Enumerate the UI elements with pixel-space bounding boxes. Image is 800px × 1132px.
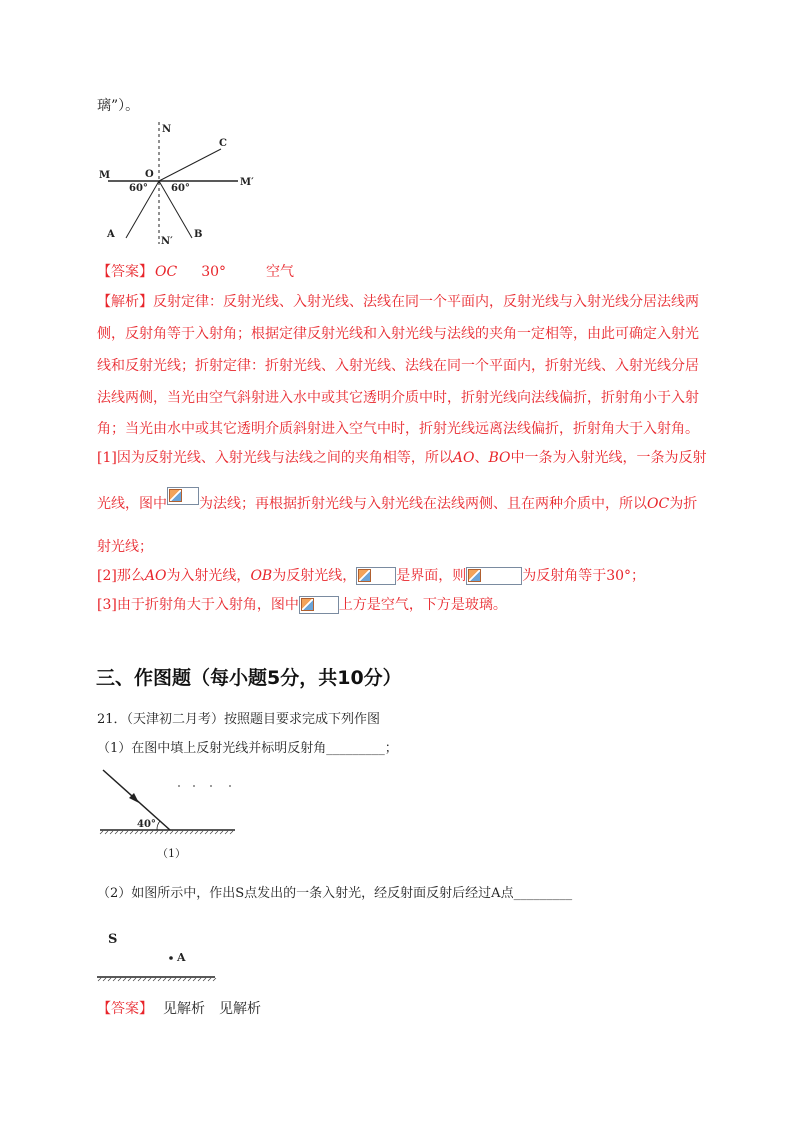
question-stem: 21．（天津初二月考）按照题目要求完成下列作图 — [97, 712, 381, 727]
analysis-line-4: 法线两侧，当光由空气斜射进入水中或其它透明介质中时，折射光线向法线偏折，折射角小于入射 — [97, 390, 699, 406]
broken-image-icon — [299, 596, 339, 614]
analysis-point-1: [1]因为反射光线、入射光线与法线之间的夹角相等，所以AO、BO中一条为入射光线，一条为反射 — [97, 450, 707, 466]
figure-caption-1: （1） — [157, 847, 186, 860]
label-B: B — [194, 229, 203, 240]
answer-tag: 【答案】 — [97, 264, 153, 280]
reflection-figure-1 — [95, 765, 240, 865]
section-heading: 三、作图题（每小题5分，共10分） — [96, 667, 402, 689]
question-part-2: （2）如图所示中，作出S点发出的一条入射光，经反射面反射后经过A点_________ — [97, 886, 573, 901]
analysis-text: 反射定律：反射光线、入射光线、法线在同一个平面内，反射光线与入射光线分居法线两 — [153, 294, 699, 310]
point-S-label: S — [108, 932, 118, 947]
analysis-line-5: 角；当光由水中或其它透明介质斜射进入空气中时，折射光线远离法线偏折，折射角大于入射角。 — [97, 421, 699, 437]
angle-label-40: 40° — [137, 819, 156, 830]
analysis-point-1-cont: 光线，图中 为法线；再根据折射光线与入射光线在法线两侧、且在两种介质中，所以OC为折 — [97, 494, 697, 514]
label-A: A — [107, 229, 115, 240]
broken-image-icon — [466, 567, 522, 585]
label-N: N — [162, 124, 172, 135]
answer-value-2: 30° — [201, 264, 227, 280]
reflection-refraction-diagram — [90, 118, 270, 248]
label-O: O — [145, 169, 154, 180]
broken-image-icon — [356, 567, 396, 585]
broken-image-icon — [167, 487, 199, 505]
angle-arc — [157, 821, 160, 830]
ray-OC — [159, 149, 221, 181]
analysis-point-3: [3]由于折射角大于入射角，图中 上方是空气，下方是玻璃。 — [97, 597, 507, 613]
analysis-line-2: 侧，反射角等于入射角；根据定律反射光线和入射光线与法线的夹角一定相等，由此可确定入射光 — [97, 326, 699, 342]
answer-line-1 — [97, 262, 294, 282]
point-A-dot — [169, 956, 173, 960]
label-angle-left: 60° — [129, 183, 148, 194]
question-part-1: （1）在图中填上反射光线并标明反射角_________； — [97, 741, 398, 756]
analysis-line-1 — [97, 292, 699, 312]
answer-value-2: 见解析 — [219, 1001, 261, 1017]
answer-value-1: 见解析 — [163, 1001, 205, 1017]
answer-value-3: 空气 — [266, 264, 295, 280]
answer-line-2 — [97, 999, 261, 1019]
analysis-point-1-end: 射光线； — [97, 539, 153, 555]
analysis-point-2: [2]那么AO为入射光线，OB为反射光线， 是界面，则 为反射角等于30°； — [97, 568, 646, 584]
point-A-label: A — [177, 951, 186, 964]
label-C: C — [219, 138, 227, 149]
label-M-prime: M′ — [240, 177, 254, 188]
label-angle-right: 60° — [171, 183, 190, 194]
label-M: M — [99, 170, 111, 181]
reflection-figure-2 — [95, 928, 225, 988]
analysis-line-3: 线和反射光线；折射定律：折射光线、入射光线、法线在同一个平面内，折射光线、入射光线分居 — [97, 358, 699, 374]
answer-value-1: OC — [155, 264, 178, 280]
answer-tag: 【答案】 — [97, 1001, 153, 1017]
analysis-tag: 【解析】 — [97, 294, 153, 310]
label-N-prime: N′ — [161, 236, 173, 247]
text-fragment: 璃”）。 — [97, 98, 140, 114]
